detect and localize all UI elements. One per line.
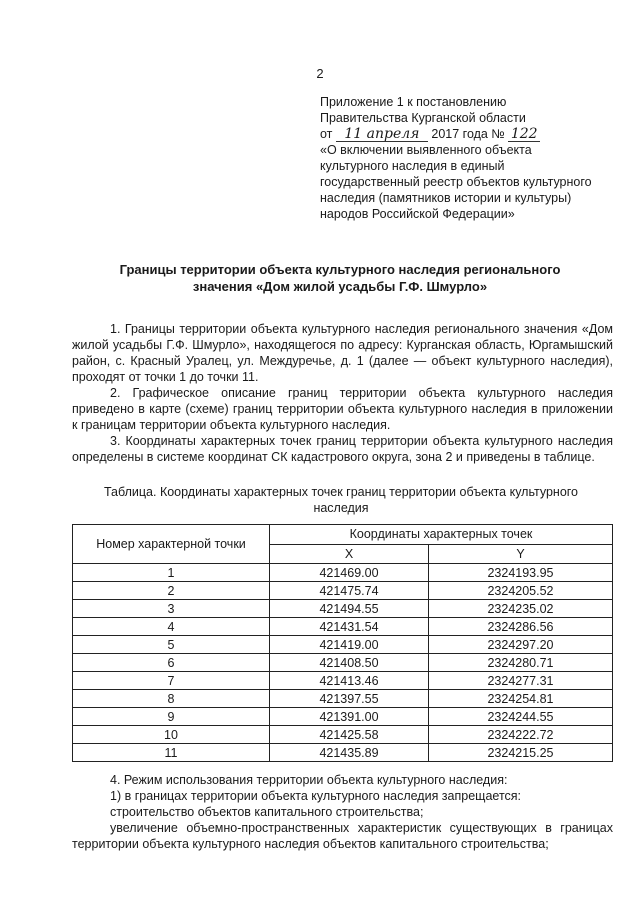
appendix-header [320,94,620,222]
table-row [73,690,613,708]
coord-x: 421397.55 [270,690,429,708]
handwritten-number: 122 [508,128,540,142]
coord-x: 421494.55 [270,600,429,618]
coord-y: 2324205.52 [429,582,613,600]
table-row [73,654,613,672]
table-row [73,618,613,636]
coord-y: 2324277.31 [429,672,613,690]
coordinates-table [72,524,613,762]
point-number: 10 [73,726,270,744]
appendix-line: государственный реестр объектов культурного [320,175,592,189]
table-row [73,600,613,618]
table-row [73,708,613,726]
paragraph-3: 3. Координаты характерных точек границ территории объекта культурного наследия определены в системе координат СК кадастрового округа, зона 2 и приведены в таблице. [72,434,613,464]
coord-y: 2324222.72 [429,726,613,744]
header-x: X [270,544,429,564]
page-number: 2 [316,66,324,81]
point-number: 7 [73,672,270,690]
year-label: 2017 года № [431,127,505,141]
header-coordinates: Координаты характерных точек [270,525,613,545]
appendix-date-line [320,126,620,142]
paragraph-2: 2. Графическое описание границ территории объекта культурного наследия приведено в карте (схеме) границ территории объекта культурного наследия в приложении к границам территории объекта культурного наследия. [72,386,613,432]
table-row [73,564,613,582]
table-row [73,744,613,762]
prohibition-item: увеличение объемно-пространственных характеристик существующих в границах территории объекта культурного наследия объектов капитального строительства; [72,821,613,851]
point-number: 11 [73,744,270,762]
coord-x: 421425.58 [270,726,429,744]
table-row [73,726,613,744]
point-number: 2 [73,582,270,600]
coord-x: 421435.89 [270,744,429,762]
paragraph-4-1: 1) в границах территории объекта культурного наследия запрещается: [110,789,522,803]
point-number: 8 [73,690,270,708]
table-row [73,636,613,654]
document-title [60,261,620,295]
coord-x: 421419.00 [270,636,429,654]
coord-y: 2324297.20 [429,636,613,654]
title-line: значения «Дом жилой усадьбы Г.Ф. Шмурло» [192,279,488,294]
coord-x: 421391.00 [270,708,429,726]
coord-x: 421413.46 [270,672,429,690]
table-row [73,582,613,600]
coord-y: 2324244.55 [429,708,613,726]
handwritten-date: 11 апреля [336,128,428,142]
usage-regime-section [72,772,613,852]
coord-x: 421408.50 [270,654,429,672]
appendix-line: Приложение 1 к постановлению [320,95,507,109]
point-number: 3 [73,600,270,618]
coord-y: 2324286.56 [429,618,613,636]
coord-x: 421431.54 [270,618,429,636]
appendix-line: культурного наследия в единый [320,159,505,173]
appendix-line: народов Российской Федерации» [320,207,515,221]
point-number: 4 [73,618,270,636]
coord-y: 2324215.25 [429,744,613,762]
from-label: от [320,127,333,141]
title-line: Границы территории объекта культурного наследия регионального [119,262,561,277]
point-number: 5 [73,636,270,654]
point-number: 9 [73,708,270,726]
header-y: Y [429,544,613,564]
coord-x: 421475.74 [270,582,429,600]
coord-y: 2324235.02 [429,600,613,618]
table-caption: Таблица. Координаты характерных точек границ территории объекта культурного наследия [103,485,579,515]
paragraph-4: 4. Режим использования территории объекта культурного наследия: [110,773,508,787]
appendix-line: наследия (памятников истории и культуры) [320,191,572,205]
coord-y: 2324193.95 [429,564,613,582]
paragraph-1: 1. Границы территории объекта культурного наследия регионального значения «Дом жилой усадьбы Г.Ф. Шмурло», находящегося по адресу: Курганская область, Юргамышский район, с. Красный Уралец, ул. Междуречье, д. 1 (далее — объект культурного наследия), проходят от точки 1 до точки 11. [72,322,613,384]
coord-x: 421469.00 [270,564,429,582]
prohibition-item: строительство объектов капитального строительства; [110,805,424,819]
coord-y: 2324254.81 [429,690,613,708]
header-point-number: Номер характерной точки [73,525,270,564]
coord-y: 2324280.71 [429,654,613,672]
appendix-line: «О включении выявленного объекта [320,143,532,157]
appendix-line: Правительства Курганской области [320,111,526,125]
table-row [73,672,613,690]
point-number: 1 [73,564,270,582]
point-number: 6 [73,654,270,672]
